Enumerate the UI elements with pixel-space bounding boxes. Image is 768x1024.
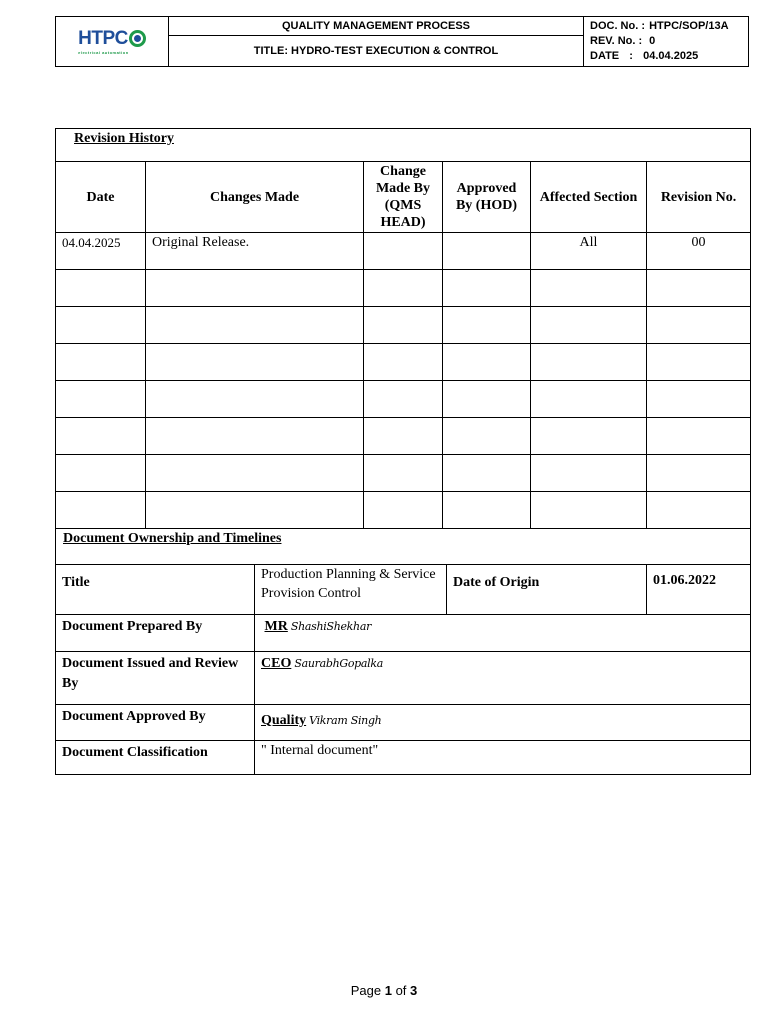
revision-date xyxy=(56,381,146,418)
revision-approved-by xyxy=(443,233,531,270)
revision-affected-section xyxy=(531,418,647,455)
issued-by-role: CEO xyxy=(261,656,292,671)
revision-changes xyxy=(146,418,364,455)
revision-affected-section xyxy=(531,270,647,307)
revision-changes xyxy=(146,307,364,344)
ownership-heading: Document Ownership and Timelines xyxy=(56,529,751,565)
revision-date xyxy=(56,307,146,344)
approved-by-row xyxy=(56,705,751,741)
revision-changed-by xyxy=(364,307,443,344)
rev-no-label: REV. No. : xyxy=(590,35,643,47)
rev-no-value: 0 xyxy=(649,35,656,47)
table-row xyxy=(56,418,751,455)
prepared-by-label: Document Prepared By xyxy=(56,615,255,652)
issued-by-signature: SaurabhGopalka xyxy=(294,657,384,670)
company-logo xyxy=(78,29,146,55)
revision-changes xyxy=(146,492,364,529)
issued-by-row xyxy=(56,652,751,705)
revision-changes xyxy=(146,381,364,418)
revision-affected-section: All xyxy=(531,233,647,270)
revision-approved-by xyxy=(443,307,531,344)
revision-changes: Original Release. xyxy=(146,233,364,270)
column-header: Revision No. xyxy=(647,162,751,233)
approved-by-label: Document Approved By xyxy=(56,705,255,741)
of-word: of xyxy=(395,983,407,998)
classification-label: Document Classification xyxy=(56,741,255,775)
column-header: Date xyxy=(56,162,146,233)
revision-changed-by xyxy=(364,233,443,270)
doc-no-label: DOC. No. : xyxy=(590,20,645,32)
revision-number: 00 xyxy=(647,233,751,270)
issued-by-label: Document Issued and Review By xyxy=(56,652,255,705)
table-row xyxy=(56,381,751,418)
revision-changed-by xyxy=(364,270,443,307)
logo-cell xyxy=(56,17,169,67)
page-total: 3 xyxy=(410,983,418,998)
table-row xyxy=(56,492,751,529)
table-row xyxy=(56,307,751,344)
date-value: 04.04.2025 xyxy=(643,50,699,62)
revision-changed-by xyxy=(364,418,443,455)
table-row xyxy=(56,233,751,270)
revision-affected-section xyxy=(531,344,647,381)
date-separator: : xyxy=(629,50,633,62)
column-header: Changes Made xyxy=(146,162,364,233)
title-value: Production Planning & Service Provision Control xyxy=(255,565,447,615)
revision-approved-by xyxy=(443,270,531,307)
column-header: Approved By (HOD) xyxy=(443,162,531,233)
revision-changed-by xyxy=(364,381,443,418)
revision-number xyxy=(647,455,751,492)
revision-date xyxy=(56,492,146,529)
table-row xyxy=(56,344,751,381)
revision-date xyxy=(56,455,146,492)
title-label: Title xyxy=(56,565,255,615)
doc-no-value: HTPC/SOP/13A xyxy=(649,20,729,32)
revision-changed-by xyxy=(364,492,443,529)
revision-date: 04.04.2025 xyxy=(56,233,146,270)
revision-approved-by xyxy=(443,455,531,492)
date-of-origin-label: Date of Origin xyxy=(447,565,647,615)
date-label: DATE xyxy=(590,50,620,62)
revision-changed-by xyxy=(364,455,443,492)
document-title: TITLE: HYDRO-TEST EXECUTION & CONTROL xyxy=(169,36,584,67)
revision-changes xyxy=(146,344,364,381)
revision-approved-by xyxy=(443,344,531,381)
classification-row xyxy=(56,741,751,775)
revision-changes xyxy=(146,455,364,492)
prepared-by-signature: ShashiShekhar xyxy=(290,620,372,633)
revision-number xyxy=(647,492,751,529)
revision-and-ownership-table xyxy=(55,128,751,775)
revision-affected-section xyxy=(531,307,647,344)
revision-number xyxy=(647,344,751,381)
revision-changed-by xyxy=(364,344,443,381)
column-header: Affected Section xyxy=(531,162,647,233)
revision-date xyxy=(56,270,146,307)
prepared-by-role: MR xyxy=(264,619,288,634)
approved-by-role: Quality xyxy=(261,713,307,728)
revision-approved-by xyxy=(443,418,531,455)
logo-tagline: electrical automation xyxy=(78,49,129,55)
revision-date xyxy=(56,344,146,381)
revision-number xyxy=(647,381,751,418)
revision-affected-section xyxy=(531,455,647,492)
revision-approved-by xyxy=(443,381,531,418)
revision-date xyxy=(56,418,146,455)
process-title: QUALITY MANAGEMENT PROCESS xyxy=(169,17,584,36)
prepared-by-row xyxy=(56,615,751,652)
classification-value: " Internal document" xyxy=(255,741,751,775)
document-meta xyxy=(584,17,749,67)
revision-number xyxy=(647,418,751,455)
page-footer xyxy=(0,983,768,998)
revision-number xyxy=(647,270,751,307)
revision-header-row xyxy=(56,162,751,233)
revision-affected-section xyxy=(531,492,647,529)
page-current: 1 xyxy=(384,983,392,998)
logo-text: HTPC xyxy=(78,27,128,49)
revision-number xyxy=(647,307,751,344)
revision-history-heading: Revision History xyxy=(56,129,751,162)
table-row xyxy=(56,455,751,492)
column-header: Change Made By (QMS HEAD) xyxy=(364,162,443,233)
date-of-origin-value: 01.06.2022 xyxy=(647,565,751,615)
logo-ring-icon xyxy=(129,30,146,47)
revision-changes xyxy=(146,270,364,307)
approved-by-signature: Vikram Singh xyxy=(309,714,382,727)
revision-affected-section xyxy=(531,381,647,418)
title-row xyxy=(56,565,751,615)
document-header xyxy=(55,16,749,67)
page-word: Page xyxy=(350,983,382,998)
table-row xyxy=(56,270,751,307)
revision-approved-by xyxy=(443,492,531,529)
